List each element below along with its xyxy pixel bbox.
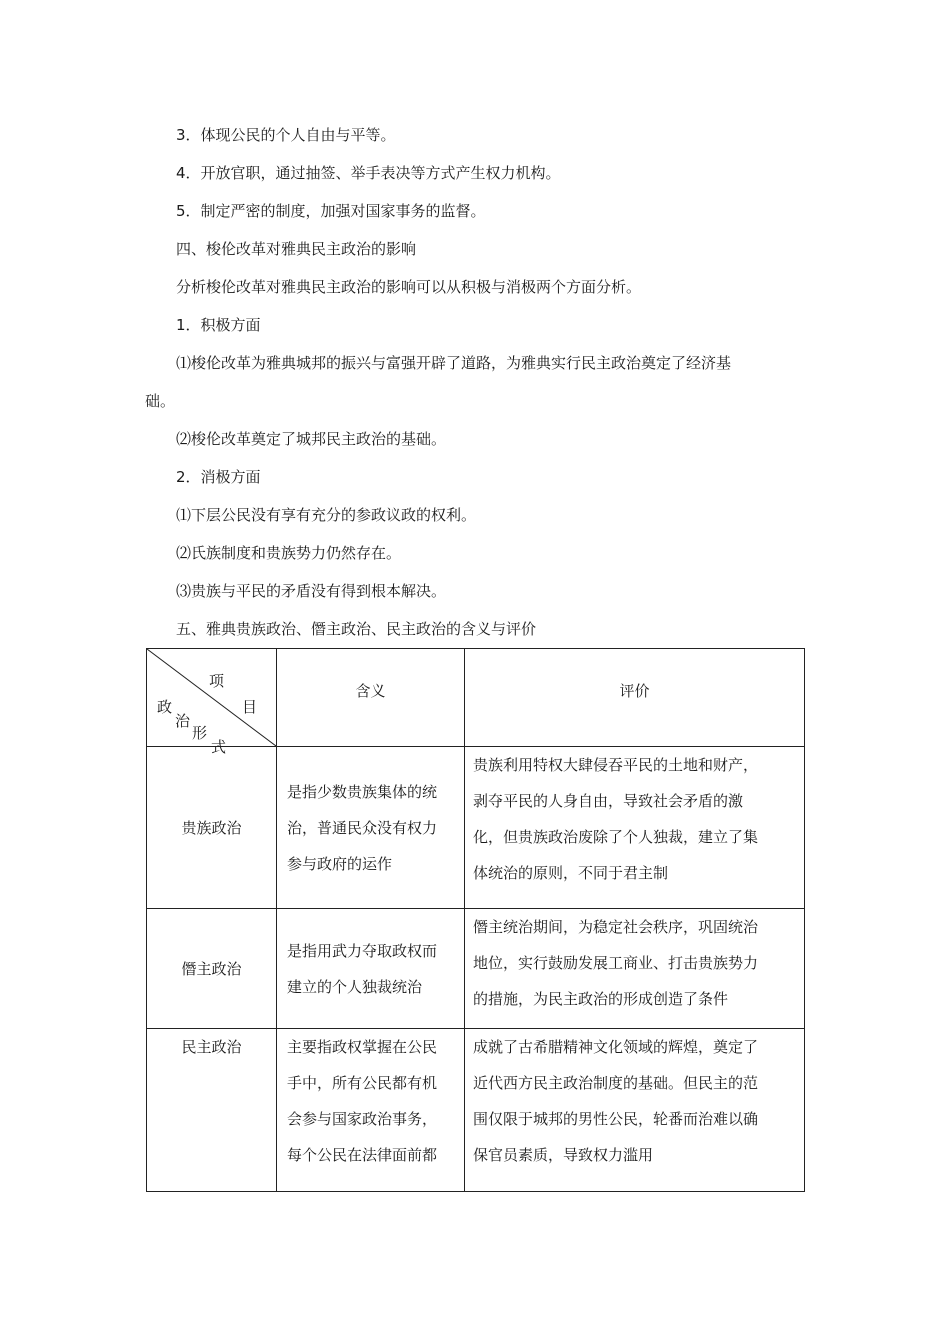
row-form-cell: 僭主政治 — [147, 909, 277, 1029]
paragraph-point-5: 5．制定严密的制度，加强对国家事务的监督。 — [176, 202, 486, 220]
paragraph-point-3: 3．体现公民的个人自由与平等。 — [176, 126, 396, 144]
paragraph-positive-1-line1: ⑴梭伦改革为雅典城邦的振兴与富强开辟了道路，为雅典实行民主政治奠定了经济基 — [176, 354, 732, 372]
row-form-cell: 贵族政治 — [147, 747, 277, 909]
paragraph-positive-2: ⑵梭伦改革奠定了城邦民主政治的基础。 — [176, 430, 447, 448]
table-header-row — [147, 649, 805, 747]
table-row — [147, 909, 805, 1029]
header-evaluation: 评价 — [465, 649, 805, 747]
subheading-negative: 2．消极方面 — [176, 468, 261, 486]
corner-label-bottom-4: 式 — [211, 738, 227, 756]
section-heading-5: 五、雅典贵族政治、僭主政治、民主政治的含义与评价 — [176, 620, 537, 638]
row-evaluation-cell: 僭主统治期间，为稳定社会秩序，巩固统治 地位，实行鼓励发展工商业、打击贵族势力 的措施，为民主政治的形成创造了条件 — [465, 909, 805, 1029]
corner-label-top-1: 项 — [209, 672, 225, 690]
table-row — [147, 1029, 805, 1192]
corner-label-bottom-2: 治 — [175, 712, 191, 730]
corner-label-top-2: 目 — [242, 698, 258, 716]
row-meaning-cell: 是指少数贵族集体的统 治，普通民众没有权力 参与政府的运作 — [277, 747, 465, 909]
paragraph-intro: 分析梭伦改革对雅典民主政治的影响可以从积极与消极两个方面分析。 — [176, 278, 642, 296]
section-heading-4: 四、梭伦改革对雅典民主政治的影响 — [176, 240, 417, 258]
header-meaning: 含义 — [277, 649, 465, 747]
paragraph-negative-1: ⑴下层公民没有享有充分的参政议政的权利。 — [176, 506, 477, 524]
comparison-table — [146, 648, 805, 1192]
row-evaluation-cell: 贵族利用特权大肆侵吞平民的土地和财产， 剥夺平民的人身自由，导致社会矛盾的激 化，但贵族政治废除了个人独裁，建立了集 体统治的原则，不同于君主制 — [465, 747, 805, 909]
paragraph-negative-3: ⑶贵族与平民的矛盾没有得到根本解决。 — [176, 582, 447, 600]
row-meaning-cell: 是指用武力夺取政权而 建立的个人独裁统治 — [277, 909, 465, 1029]
table-row — [147, 747, 805, 909]
subheading-positive: 1．积极方面 — [176, 316, 261, 334]
paragraph-point-4: 4．开放官职，通过抽签、举手表决等方式产生权力机构。 — [176, 164, 561, 182]
corner-label-bottom-1: 政 — [157, 698, 173, 716]
corner-label-bottom-3: 形 — [192, 724, 208, 742]
paragraph-positive-1-line2: 础。 — [145, 392, 176, 410]
row-meaning-cell: 主要指政权掌握在公民 手中，所有公民都有机 会参与国家政治事务， 每个公民在法律面前都 — [277, 1029, 465, 1192]
table-corner-cell — [147, 649, 277, 756]
row-evaluation-cell: 成就了古希腊精神文化领域的辉煌，奠定了 近代西方民主政治制度的基础。但民主的范 围仅限于城邦的男性公民，轮番而治难以确 保官员素质，导致权力滥用 — [465, 1029, 805, 1192]
row-form-cell: 民主政治 — [147, 1029, 277, 1192]
paragraph-negative-2: ⑵氏族制度和贵族势力仍然存在。 — [176, 544, 402, 562]
